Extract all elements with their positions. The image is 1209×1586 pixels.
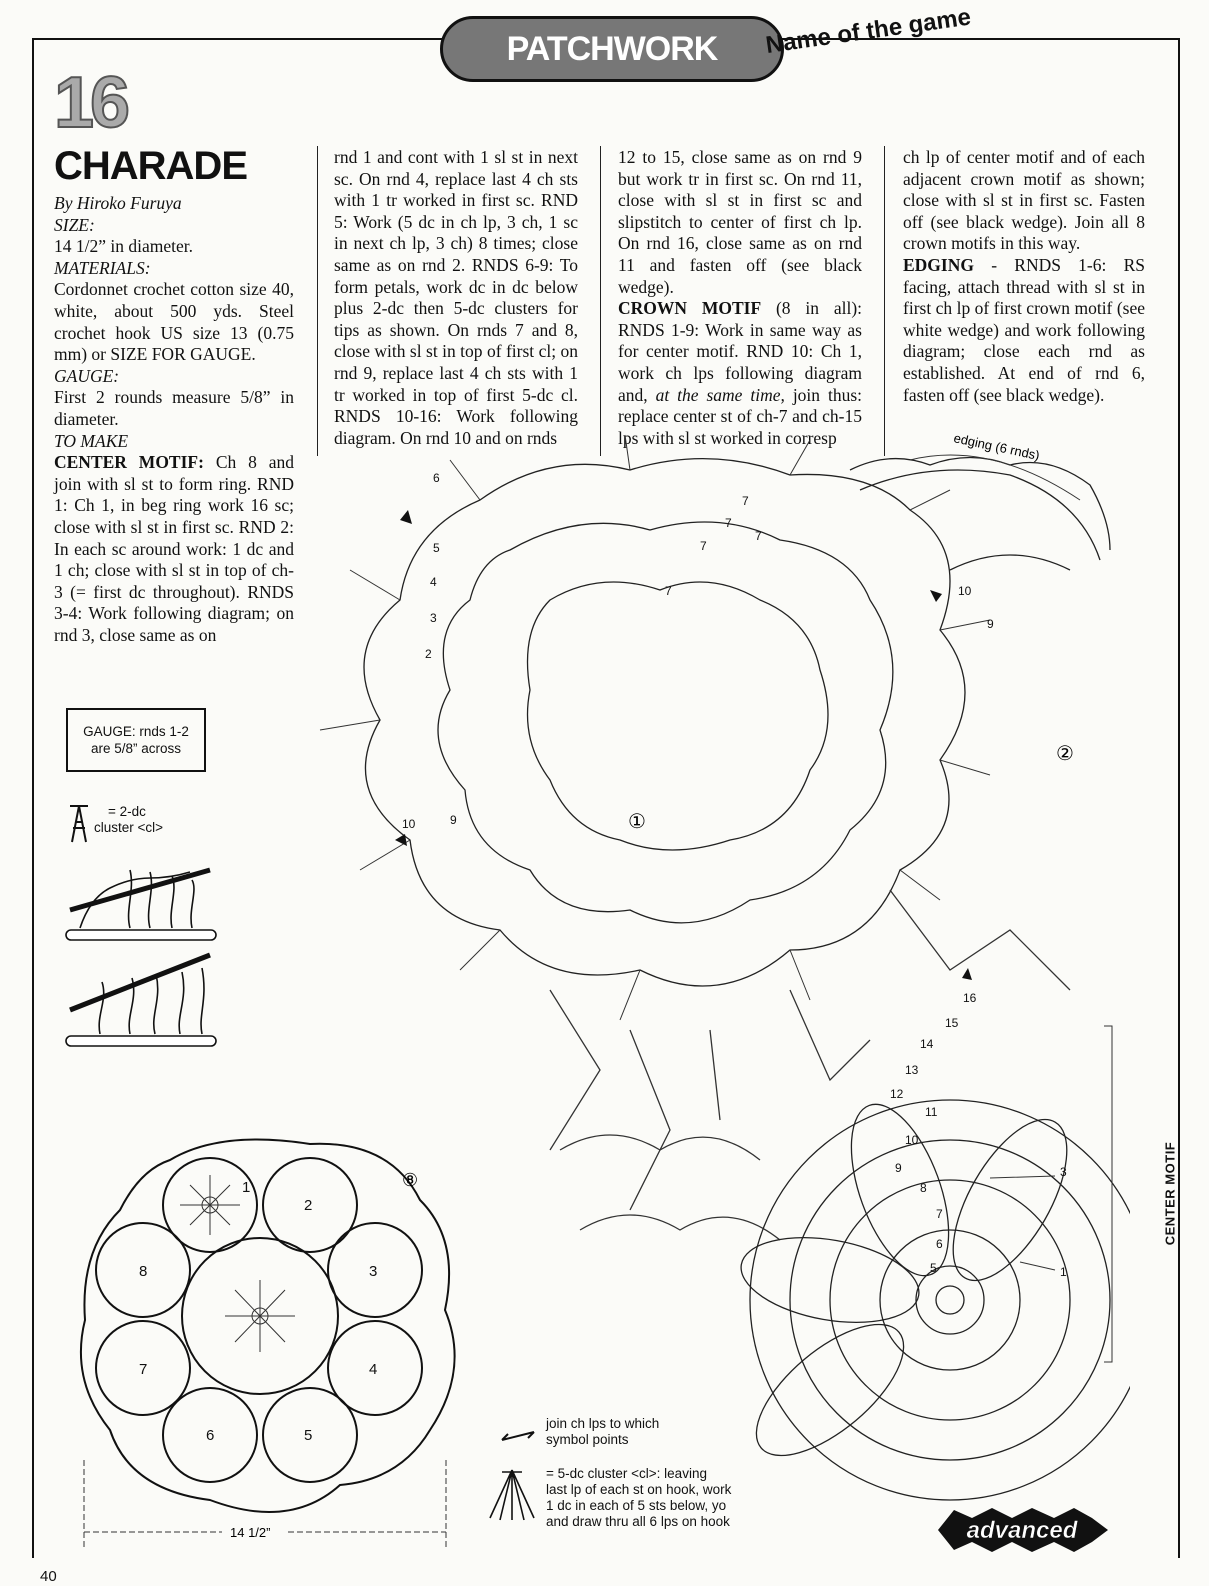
layout-diagram [60, 1130, 460, 1560]
circle-label-3: 3 [369, 1263, 378, 1280]
marker-8: ⑧ [402, 1170, 419, 1190]
col3-text-c: join thus: replace center st of ch-7 and ch-15 lps with sl st worked in corresp [618, 384, 863, 448]
svg-text:9: 9 [450, 813, 457, 827]
svg-text:8: 8 [920, 1181, 927, 1195]
svg-text:10: 10 [402, 817, 416, 831]
two-dc-line-1: = 2-dc [108, 804, 146, 819]
edging-label-text: edging (6 rnds) [952, 430, 1042, 464]
gauge-box-line-2: are 5/8” across [90, 741, 182, 756]
svg-text:11: 11 [925, 1105, 938, 1119]
page-number: 40 [40, 1568, 57, 1585]
crown-motif-paragraph [618, 298, 862, 449]
svg-text:10: 10 [958, 584, 972, 598]
svg-text:3: 3 [430, 611, 437, 625]
center-motif-bracket [1102, 1024, 1118, 1364]
materials-text: Cordonnet crochet cotton size 40, white, about 500 yds. Steel crochet hook US size 13 (0.75 mm) or SIZE FOR GAUGE. [54, 279, 294, 365]
svg-text:16: 16 [963, 991, 977, 1005]
join-line-1: join ch lps to which [546, 1416, 660, 1431]
circle-label-8: 8 [139, 1263, 148, 1280]
col3-text-b: RNDS 1-9: Work in same way as for center motif. RND 10: Ch 1, work ch lps following diagram and, [618, 319, 862, 405]
pattern-number: 16 [54, 63, 127, 143]
edging-paragraph [903, 255, 1145, 406]
gauge-label: GAUGE: [54, 365, 120, 386]
crown-motif-count: (8 in all): [775, 298, 863, 319]
svg-text:7: 7 [700, 539, 707, 553]
section-tagline: Name of the game [764, 3, 973, 60]
gauge-box [66, 708, 206, 772]
five-dc-line-4: and draw thru all 6 lps on hook [546, 1514, 730, 1529]
circle-label-1: 1 [242, 1179, 251, 1196]
svg-text:6: 6 [936, 1237, 943, 1251]
svg-text:12: 12 [890, 1087, 904, 1101]
col3-italic: at the same time, [655, 384, 785, 405]
circle-label-7: 7 [139, 1361, 148, 1378]
gauge-text: First 2 rounds measure 5/8” in diameter. [54, 387, 294, 429]
text-column-3 [618, 147, 862, 449]
center-motif-vertical-label: CENTER MOTIF [1162, 1141, 1178, 1246]
two-dc-line-2: cluster <cl> [94, 820, 164, 835]
center-motif-text: Ch 8 and join with sl st to form ring. RND 1: Ch 1, in beg ring work 16 sc; close with sl st in first sc. RND 2: In each sc around work: 1 dc and 1 ch; close with sl st in top of ch-3 (= first dc throughout). RNDS 3-4: Work following diagram; on rnd 3, close same as on [54, 452, 294, 645]
svg-text:3: 3 [1060, 1165, 1067, 1179]
svg-text:15: 15 [945, 1016, 959, 1030]
svg-text:5: 5 [930, 1261, 937, 1275]
five-dc-line-1: = 5-dc cluster <cl>: leaving [546, 1466, 707, 1481]
crown-circles [96, 1158, 422, 1482]
to-make-label: TO MAKE [54, 430, 129, 451]
svg-text:7: 7 [755, 529, 762, 543]
svg-text:1: 1 [1060, 1265, 1067, 1279]
svg-text:6: 6 [433, 471, 440, 485]
col3-text-a: 12 to 15, close same as on rnd 9 but work tr in first sc. On rnd 11, close with sl st in first sc and slipstitch to center of first ch lp. On rnd 16, close same as on rnd 11 and fasten off (see black wedge). [618, 147, 862, 297]
col2-text: rnd 1 and cont with 1 sl st in next sc. On rnd 4, replace last 4 ch sts with 1 tr worked in first sc. RND 5: Work (5 dc in ch lp, 3 ch, 1 sc in next ch lp, 3 ch) 8 times; close same as on rnd 2. RNDS 6-9: To form petals, work dc in dc below plus 2-dc then 5-dc clusters for tips as shown. On rnds 7 and 8, close with sl st in top of first cl; on rnd 9, replace last 4 ch sts with 1 tr worked in top of first 5-dc cl. RNDS 10-16: Work following diagram. On rnd 10 and on rnds [334, 147, 578, 448]
size-label: SIZE: [54, 214, 95, 235]
two-dc-cluster-symbol-icon [58, 800, 98, 850]
circle-label-5: 5 [304, 1427, 313, 1444]
size-text: 14 1/2” in diameter. [54, 236, 193, 257]
circle-label-6: 6 [206, 1427, 215, 1444]
advanced-badge-label: advanced [966, 1517, 1078, 1544]
column-rule [317, 146, 318, 456]
circle-label-4: 4 [369, 1361, 378, 1378]
col4-text-b: - RNDS 1-6: RS facing, attach thread with sl st in first ch lp of first crown motif (see white wedge) and work following diagram; close each rnd as established. At end of rnd 6, fasten off (see black wedge). [903, 254, 1146, 405]
svg-text:7: 7 [936, 1207, 943, 1221]
section-title: PATCHWORK [506, 29, 718, 68]
advanced-badge [932, 1504, 1112, 1556]
circle-label-2: 2 [304, 1197, 313, 1214]
svg-text:7: 7 [725, 516, 732, 530]
five-dc-line-3: 1 dc in each of 5 sts below, yo [546, 1498, 727, 1513]
marker-2: ② [1056, 743, 1074, 765]
join-arrow-icon [498, 1422, 540, 1446]
crown-motif-label: CROWN MOTIF [618, 298, 762, 319]
svg-text:7: 7 [742, 494, 749, 508]
svg-text:4: 4 [430, 575, 437, 589]
marker-1: ① [628, 811, 646, 833]
svg-text:5: 5 [433, 541, 440, 555]
hook-illustration-icon [60, 850, 230, 1060]
svg-text:10: 10 [905, 1133, 919, 1147]
svg-text:2: 2 [425, 647, 432, 661]
gauge-box-line-1: GAUGE: rnds 1-2 [83, 724, 189, 739]
column-rule [884, 146, 885, 456]
crown-motif-1-outline [364, 459, 965, 986]
join-legend [546, 1416, 659, 1448]
materials-label: MATERIALS: [54, 257, 151, 278]
five-dc-cluster-symbol-icon [482, 1464, 542, 1524]
pattern-title: CHARADE [54, 144, 247, 188]
svg-text:7: 7 [665, 584, 672, 598]
edging-label: EDGING [903, 254, 974, 275]
center-motif-outline [734, 1092, 1130, 1500]
section-banner [440, 16, 784, 82]
svg-text:14: 14 [920, 1037, 934, 1051]
two-dc-cluster-legend [94, 804, 163, 836]
text-column-2 [334, 147, 578, 449]
svg-text:13: 13 [905, 1063, 919, 1077]
join-line-2: symbol points [546, 1432, 629, 1447]
five-dc-line-2: last lp of each st on hook, work [546, 1482, 732, 1497]
column-rule [600, 146, 601, 456]
col4-text-a: ch lp of center motif and of each adjacent crown motif as shown; close with sl st in first sc. Fasten off (see black wedge). Join all 8 crown motifs in this way. [903, 147, 1145, 254]
byline: By Hiroko Furuya [54, 193, 182, 213]
text-column-4 [903, 147, 1145, 406]
svg-text:9: 9 [987, 617, 994, 631]
dimension-label: 14 1/2” [230, 1525, 271, 1540]
svg-text:9: 9 [895, 1161, 902, 1175]
five-dc-cluster-legend [546, 1466, 731, 1530]
center-motif-label: CENTER MOTIF: [54, 452, 204, 473]
